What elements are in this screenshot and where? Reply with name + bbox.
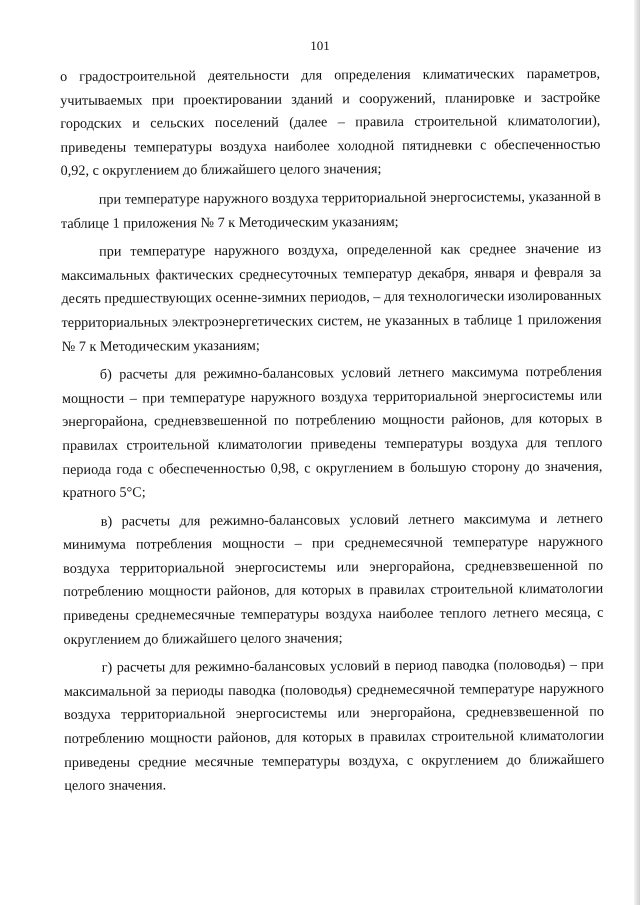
scan-edge-shadow xyxy=(634,0,640,905)
document-body xyxy=(60,63,604,804)
paragraph-item-b: б) расчеты для режимно-балансовых условий летнего максимума потребления мощности – при температуре наружного воздуха территориальной энергосистемы или энергорайона, средневзвешенной по потреблению мощности районов, для которых в правилах строительной климатологии приведены температуры воздуха для теплого периода года с обеспеченностью 0,98, с округлением в большую сторону до значения, кратного 5°С; xyxy=(61,363,603,502)
paragraph-continuation: о градостроительной деятельности для определения климатических параметров, учитываемых при проектировании зданий и сооружений, планировке и застройке городских и сельских поселений (далее – правила строительной климатологии), приведены температуры воздуха наиболее холодной пятидневки с обеспеченностью 0,92, с округлением до ближайшего целого значения; xyxy=(60,65,601,180)
paragraph-item-v: в) расчеты для режимно-балансовых условий летнего максимума и летнего минимума потребления мощности – при среднемесячной температуре наружного воздуха территориальной энергосистемы или энергорайона, средневзвешенной по потреблению мощности районов, для которых в правилах строительной климатологии приведены среднемесячные температуры воздуха наиболее теплого летнего месяца, с округлением до ближайшего целого значения; xyxy=(62,510,604,648)
paragraph-item-g: г) расчеты для режимно-балансовых условий в период паводка (половодья) – при максимальной за периоды паводка (половодья) среднемесячной температуре наружного воздуха территориальной энергосистемы или энергорайона, средневзвешенной по потреблению мощности районов, для которых в правилах строительной климатологии приведены средние месячные температуры воздуха, с округлением до ближайшего целого значения. xyxy=(63,656,605,795)
paragraph-territorial-system: при температуре наружного воздуха территориальной энергосистемы, указанной в таблице 1 приложения № 7 к Методическим указаниям; xyxy=(60,188,601,232)
paragraph-isolated-systems: при температуре наружного воздуха, определенной как среднее значение из максимальных фактических среднесуточных температур декабря, января и февраля за десять предшествующих осенне-зимних периодов, – для технологически изолированных территориальных электроэнергетических систем, не указанных в таблице 1 приложения № 7 к Методическим указаниям; xyxy=(61,240,602,355)
page-number: 101 xyxy=(310,38,330,53)
